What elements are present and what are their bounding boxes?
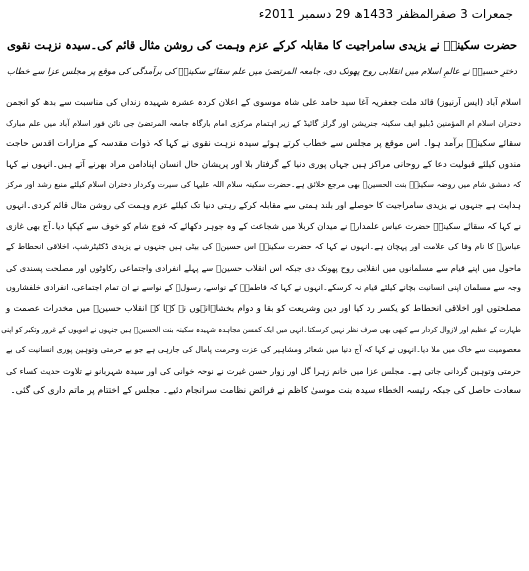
body-line: طہارت کے عظیم اور لازوال کردار سے کبھی بھی صرف نظر نہیں کرسکتا۔انہی میں ایک کمسن مجاہدہ شہیدہ سکینہ بنت الحسینؑ ہیں جنہوں نے امویوں کے غرور وتکبر کو اپنی (1, 325, 521, 334)
body-line: معصومیت سے خاک میں ملا دیا۔انہوں نے کہا کہ آج دنیا میں شعائر ومشاہیر کی عزت وحرمت پامال کی جارہی ہے جو بے حرمتی وتوہین پوری انسانیت کی بے (6, 345, 521, 355)
body-line: مندوں کیلئے قبولیت دعا کے روحانی مراکز ہیں جہاں پوری دنیا کے گرفتار بلا اور پریشان حال انسان اپنادامن مراد بھرنے آتے ہیں۔انہوں نے کہا (6, 159, 521, 170)
subheadline: دخترِ حسینؑ نے عالمِ اسلام میں انقلابی روح پھونک دی، جامعہ المرتضیٰ میں علم سقائے سکینہؑ کی برآمدگی کی موقع پر مجلس عزا سے خطاب (6, 67, 517, 77)
body-line: دختران اسلام ام المؤمنین ڈبلیو ایف سکینہ جنریشن اور گرلز گائیڈ کے زیر اہتمام مرکزی امام بارگاہ جامعہ المرتضیٰ جی نائن فور اسلام آباد میں علم مبارک (6, 118, 521, 128)
body-line: اسلام آباد (ایس آرنیوز) قائد ملت جعفریہ آغا سید حامد علی شاہ موسوی کے اعلان کردہ عشرہ شہیدہ زنداں کی مناسبت سے بدھ کو انجمن (6, 98, 521, 108)
headline: حضرت سکینہؑ نے یزیدی سامراجیت کا مقابلہ کرکے عزم وہمت کی روشن مثال قائم کی۔سیدہ نزہت نقوی (6, 38, 517, 52)
body-line: نے کہا کہ سقائے سکینہؑ حضرت عباس علمدارؑ نے میدان کربلا میں شجاعت کے وہ جوہر دکھائے کہ فوج شام کو خوف سے کپکپا دیا۔آج بھی غازی (6, 221, 521, 232)
dateline: جمعرات 3 صفرالمظفر 1433ھ 29 دسمبر 2011ء (258, 7, 513, 21)
body-line: حرمتی وتوہین گردانی جاتی ہے۔ مجلس عزا میں خانم زہرا گل اور زوار حسن غیرت نے نوحہ خوانی کی اور سیدہ شہربانو نے تلاوت حدیث کساء کی (6, 365, 521, 376)
article-body (1, 93, 521, 567)
body-line: وجہ سے مسلمان اپنی انسانیت بچانے کیلئے قیام نہ کرسکے۔انہوں نے کہا کہ فاطمہؑ کے نواسے، رسولؐ کے نواسے نے ان تمام اجتماعی، انفرادی خلفشاروں (6, 283, 521, 293)
body-line: ماحول میں اپنے قیام سے مسلمانوں میں انقلابی روح پھونک دی جبکہ اس انقلاب حسینؑ سے پہلے انفرادی واجتماعی رکاوٹوں اور مصلحت پسندی کی (6, 262, 521, 273)
body-line: ہدایت ہے جنہوں نے یزیدی سامراجیت کا حوصلے اور بلند ہمتی سے مقابلہ کرکے رہتی دنیا تک کیلئے عزم وہمت کی روشن مثال قائم کردی۔انہوں (6, 200, 521, 211)
body-line: مصلحتوں اور اخلاقی انحطاط کو یکسر رد کیا اور دین وشریعت کو بقا و دوام بخشا۔انہوں نے کہا کہ انقلاب حسینؑ میں مخدرات عصمت و (6, 303, 521, 314)
body-line: سعادت حاصل کی جبکہ رئیسہ الخطاء سیدہ بنت موسیٰ کاظم نے فرائض نظامت سرانجام دئیے۔ مجلس کے اختتام پر ماتم داری کی گئی۔ (10, 386, 521, 397)
body-line: عباسؑ کا نام وفا کی علامت اور پہچان ہے۔انہوں نے کہا کہ حضرت سکینہؑ اس حسینؑ کی بیٹی ہیں جنہوں نے یزیدی ڈکٹیٹرشپ، اخلاقی انحطاط کے (6, 242, 521, 252)
body-line: کہ دمشق شام میں روضہ سکینہؑ بنت الحسینؑ بھی مرجع خلائق ہے۔حضرت سکینہ سلام اللہ علیہا کی سیرت وکردار دختران اسلام کیلئے منبع رشد اور مرکز (6, 180, 521, 190)
body-line: سقائے سکینہؑ برآمد ہوا۔ اس موقع پر مجلس سے خطاب کرتے ہوئے سیدہ نزہت نقوی نے کہا کہ ذوات مقدسہ کے مزارات اقدس حاجت (6, 139, 521, 150)
